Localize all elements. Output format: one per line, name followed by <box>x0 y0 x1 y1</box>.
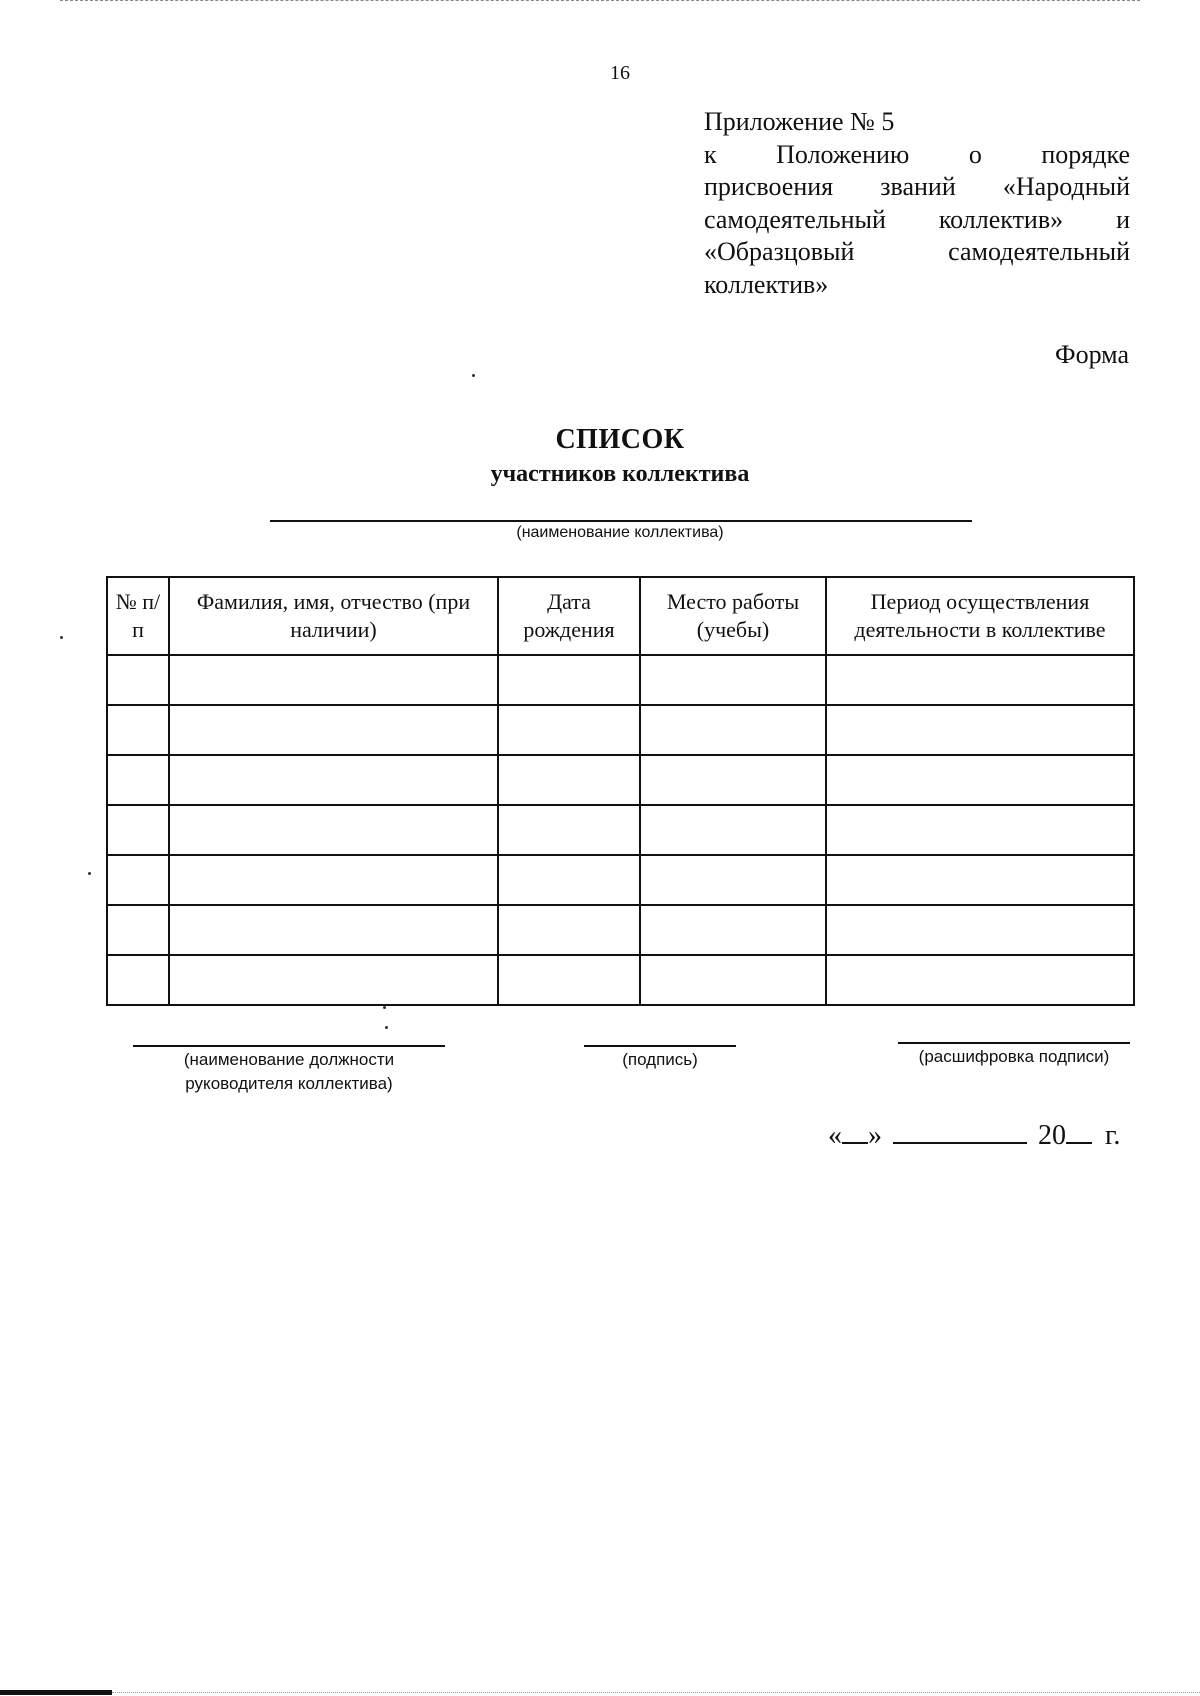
table-cell[interactable] <box>107 855 169 905</box>
header-full-name: Фамилия, имя, отчество (при наличии) <box>169 577 498 655</box>
table-cell[interactable] <box>169 705 498 755</box>
table-row <box>107 655 1134 705</box>
annex-line: присвоения званий «Народный <box>704 172 1130 201</box>
table-row <box>107 855 1134 905</box>
header-activity-period: Период осуществления деятельности в коллективе <box>826 577 1134 655</box>
table-cell[interactable] <box>169 655 498 705</box>
table-cell[interactable] <box>169 755 498 805</box>
table-row <box>107 905 1134 955</box>
signature-decoding-caption: (расшифровка подписи) <box>918 1047 1110 1066</box>
table-cell[interactable] <box>498 855 640 905</box>
year-prefix: 20 <box>1038 1120 1066 1151</box>
scan-speck <box>472 374 475 377</box>
table-row <box>107 705 1134 755</box>
signature-field[interactable] <box>584 1045 736 1047</box>
scan-top-edge <box>60 0 1140 1</box>
date-open-quote: « <box>828 1120 842 1151</box>
collective-name-field[interactable] <box>270 520 972 522</box>
document-subtitle: участников коллектива <box>490 461 750 487</box>
table-cell[interactable] <box>107 705 169 755</box>
table-cell[interactable] <box>640 905 826 955</box>
annex-line: Приложение № 5 <box>704 107 895 136</box>
scan-speck <box>60 636 63 639</box>
annex-line: коллектив» <box>704 269 829 299</box>
table-cell[interactable] <box>107 655 169 705</box>
position-title-field[interactable] <box>133 1045 445 1047</box>
table-cell[interactable] <box>498 705 640 755</box>
day-field[interactable] <box>842 1116 868 1144</box>
table-cell[interactable] <box>826 755 1134 805</box>
table-cell[interactable] <box>498 655 640 705</box>
date-row <box>828 1116 1130 1152</box>
position-title-caption: (наименование должности руководителя коллектива) <box>183 1050 395 1093</box>
table-cell[interactable] <box>498 805 640 855</box>
scan-bottom-edge <box>0 1690 112 1695</box>
table-cell[interactable] <box>107 805 169 855</box>
table-cell[interactable] <box>826 705 1134 755</box>
page-number: 16 <box>610 62 630 84</box>
table-cell[interactable] <box>826 805 1134 855</box>
scan-speck <box>383 1006 386 1009</box>
header-birth-date: Дата рождения <box>498 577 640 655</box>
document-title: СПИСОК <box>555 424 685 455</box>
scan-speck <box>385 1026 388 1029</box>
table-cell[interactable] <box>107 905 169 955</box>
header-workplace: Место работы (учебы) <box>640 577 826 655</box>
annex-line: к Положению о порядке <box>704 139 1130 169</box>
table-header-row <box>107 577 1134 655</box>
scan-bottom-edge-thin <box>112 1692 1200 1693</box>
table-cell[interactable] <box>498 955 640 1005</box>
scan-speck <box>88 872 91 875</box>
table-cell[interactable] <box>640 755 826 805</box>
form-label: Форма <box>1055 340 1129 369</box>
table-cell[interactable] <box>498 905 640 955</box>
annex-line: самодеятельный коллектив» и <box>704 204 1130 234</box>
collective-name-caption: (наименование коллектива) <box>516 524 724 541</box>
table-cell[interactable] <box>640 855 826 905</box>
year-suffix: г. <box>1105 1120 1121 1151</box>
table-cell[interactable] <box>169 855 498 905</box>
signature-caption: (подпись) <box>622 1050 698 1069</box>
table-cell[interactable] <box>826 855 1134 905</box>
annex-line: «Образцовый самодеятельный <box>704 237 1130 266</box>
table-cell[interactable] <box>826 955 1134 1005</box>
annex-reference <box>704 106 1130 301</box>
table-cell[interactable] <box>826 905 1134 955</box>
table-cell[interactable] <box>826 655 1134 705</box>
table-row <box>107 955 1134 1005</box>
table-cell[interactable] <box>169 805 498 855</box>
table-cell[interactable] <box>169 905 498 955</box>
table-cell[interactable] <box>640 705 826 755</box>
header-number: № п/п <box>107 577 169 655</box>
table-cell[interactable] <box>640 805 826 855</box>
month-field[interactable] <box>893 1116 1027 1144</box>
table-row <box>107 755 1134 805</box>
signature-decoding-field[interactable] <box>898 1042 1130 1044</box>
participants-table <box>106 576 1135 1006</box>
table-cell[interactable] <box>498 755 640 805</box>
year-field[interactable] <box>1066 1116 1092 1144</box>
table-cell[interactable] <box>107 755 169 805</box>
table-cell[interactable] <box>169 955 498 1005</box>
date-close-quote: » <box>868 1120 882 1151</box>
table-cell[interactable] <box>640 655 826 705</box>
table-cell[interactable] <box>640 955 826 1005</box>
table-row <box>107 805 1134 855</box>
table-cell[interactable] <box>107 955 169 1005</box>
